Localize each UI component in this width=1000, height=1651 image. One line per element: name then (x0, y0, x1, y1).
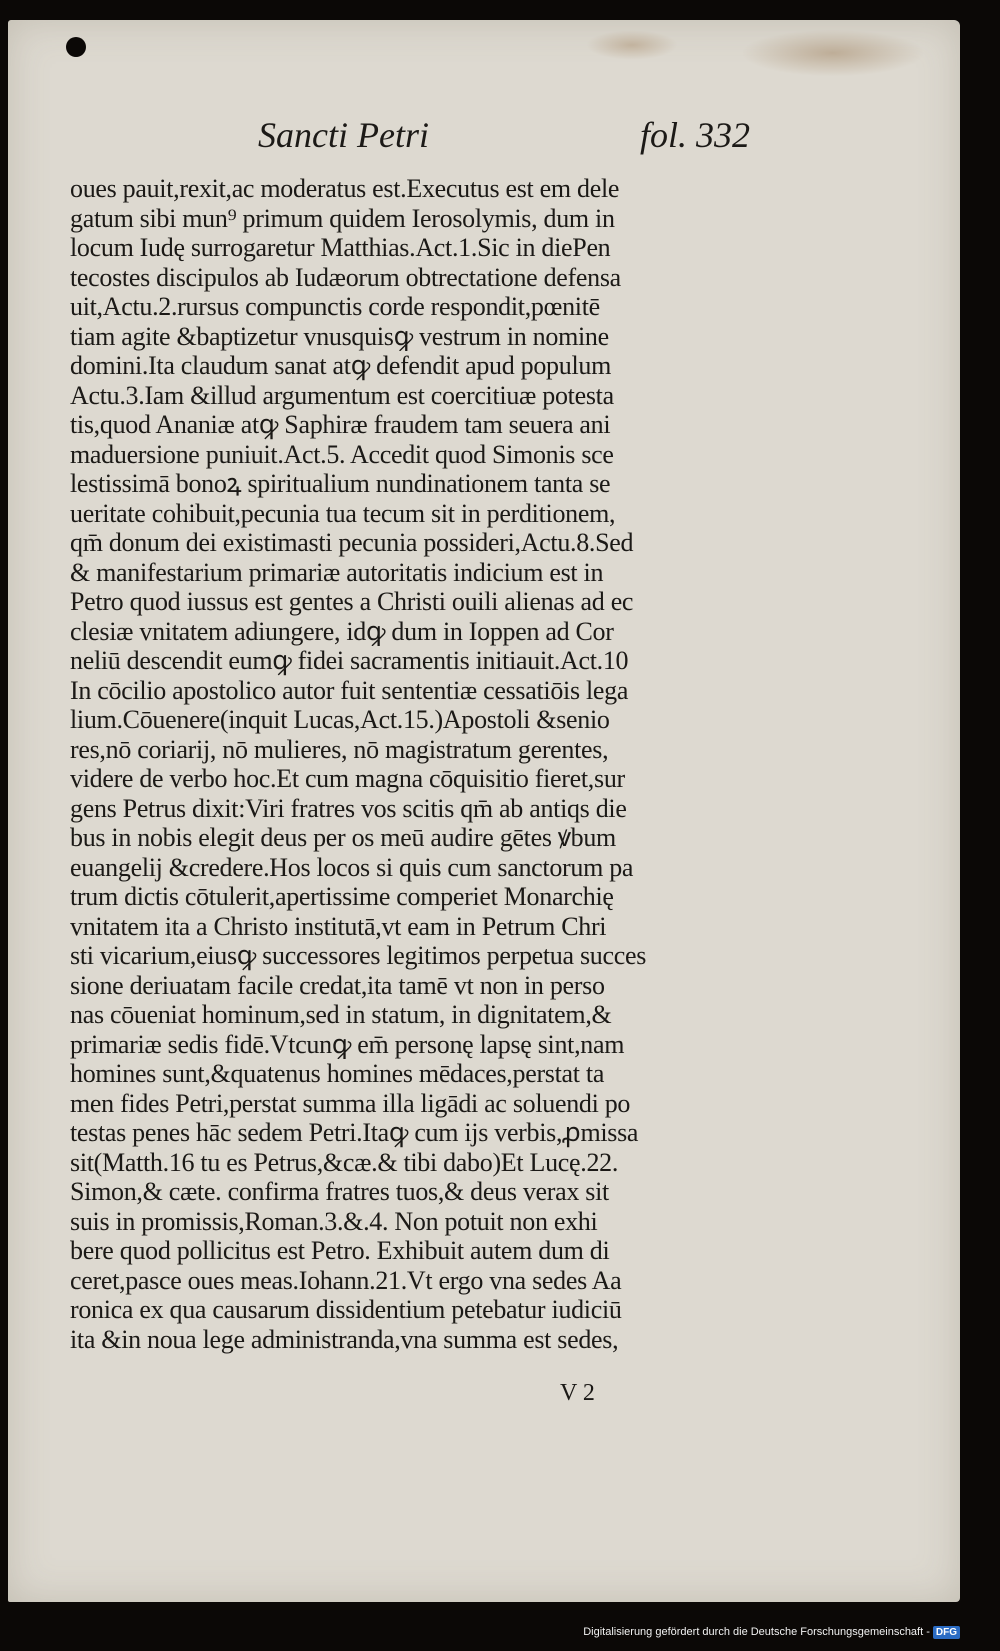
text-line: suis in promissis,Roman.3.&.4. Non potuit non exhi (70, 1206, 598, 1236)
body-text (70, 174, 750, 1354)
text-line: bere quod pollicitus est Petro. Exhibuit autem dum di (70, 1236, 610, 1265)
text-line: vnitatem ita a Christo institutā,vt eam in Petrum Chri (70, 911, 607, 941)
text-line: ita &in noua lege administranda,vna summa est sedes, (70, 1324, 619, 1354)
running-head: Sancti Petri (258, 115, 429, 155)
text-line: sti vicarium,eiusꝙ successores legitimos perpetua succes (70, 941, 647, 970)
text-line: Simon,& cæte. confirma fratres tuos,& deus verax sit (70, 1177, 609, 1206)
text-line: Actu.3.Iam &illud argumentum est coercitiuæ potesta (70, 380, 614, 410)
text-line: clesiæ vnitatem adiungere, idꝙ dum in Ioppen ad Cor (70, 616, 614, 646)
folio-number: fol. 332 (640, 115, 751, 155)
text-line: ceret,pasce oues meas.Iohann.21.Vt ergo vna sedes Aa (70, 1265, 622, 1295)
text-line: gens Petrus dixit:Viri fratres vos scitis qm̄ ab antiqs die (70, 793, 627, 823)
page-stain (586, 30, 678, 60)
page-stain (743, 30, 923, 76)
text-line: sione deriuatam facile credat,ita tamē vt non in perso (70, 970, 605, 1000)
text-line: tecostes discipulos ab Iudæorum obtrectatione defensa (70, 262, 621, 292)
text-line: gatum sibi mun⁹ primum quidem Ierosolymis, dum in (70, 203, 615, 233)
signature-mark: V 2 (560, 1380, 595, 1406)
text-line: ronica ex qua causarum dissidentium petebatur iudiciū (70, 1295, 622, 1324)
text-line: trum dictis cōtulerit,apertissime comperiet Monarchię (70, 882, 614, 911)
dfg-logo: DFG (933, 1626, 960, 1639)
text-line: testas penes hāc sedem Petri.Itaꝙ cum ijs verbis,ꝓmissa (70, 1118, 639, 1147)
text-line: res,nō coriarij, nō mulieres, nō magistratum gerentes, (70, 734, 609, 764)
page-header (8, 114, 960, 164)
text-line: bus in nobis elegit deus per os meū audire gētes ꝟbum (70, 823, 616, 852)
text-line: homines sunt,&quatenus homines mēdaces,perstat ta (70, 1059, 605, 1088)
text-line: men fides Petri,perstat summa illa ligādi ac soluendi po (70, 1088, 631, 1118)
text-line: videre de verbo hoc.Et cum magna cōquisitio fieret,sur (70, 764, 625, 793)
text-line: & manifestarium primariæ autoritatis indicium est in (70, 557, 604, 587)
page-hole (66, 37, 86, 57)
text-line: neliū descendit eumꝙ fidei sacramentis initiauit.Act.10 (70, 646, 629, 675)
digitization-credit (583, 1621, 960, 1643)
text-line: tis,quod Ananiæ atꝙ Saphiræ fraudem tam seuera ani (70, 410, 611, 439)
text-line: qm̄ donum dei existimasti pecunia possideri,Actu.8.Sed (70, 528, 634, 557)
text-line: euangelij &credere.Hos locos si quis cum sanctorum pa (70, 852, 634, 882)
text-line: sit(Matth.16 tu es Petrus,&cæ.& tibi dabo)Et Lucę.22. (70, 1147, 619, 1177)
text-line: primariæ sedis fidē.Vtcunꝙ em̄ personę lapsę sint,nam (70, 1029, 625, 1059)
credit-text: Digitalisierung gefördert durch die Deutsche Forschungsgemeinschaft - (583, 1626, 930, 1638)
text-line: Petro quod iussus est gentes a Christi ouili alienas ad ec (70, 587, 634, 616)
book-page (8, 20, 960, 1602)
text-line: lium.Cōuenere(inquit Lucas,Act.15.)Apostoli &senio (70, 705, 610, 734)
text-line: locum Iudę surrogaretur Matthias.Act.1.Sic in diePen (70, 233, 611, 262)
text-line: oues pauit,rexit,ac moderatus est.Executus est em dele (70, 174, 620, 203)
text-line: ueritate cohibuit,pecunia tua tecum sit in perditionem, (70, 498, 616, 528)
text-line: tiam agite &baptizetur vnusquisꝙ vestrum in nomine (70, 321, 609, 351)
text-line: maduersione puniuit.Act.5. Accedit quod Simonis sce (70, 439, 614, 469)
text-line: uit,Actu.2.rursus compunctis corde respondit,pœnitē (70, 292, 600, 321)
text-line: lestissimā bonoꝝ spiritualium nundinationem tanta se (70, 469, 611, 498)
text-line: nas cōueniat hominum,sed in statum, in dignitatem,& (70, 1000, 612, 1029)
text-line: domini.Ita claudum sanat atꝙ defendit apud populum (70, 351, 612, 380)
text-line: In cōcilio apostolico autor fuit sententiæ cessatiōis lega (70, 675, 629, 705)
